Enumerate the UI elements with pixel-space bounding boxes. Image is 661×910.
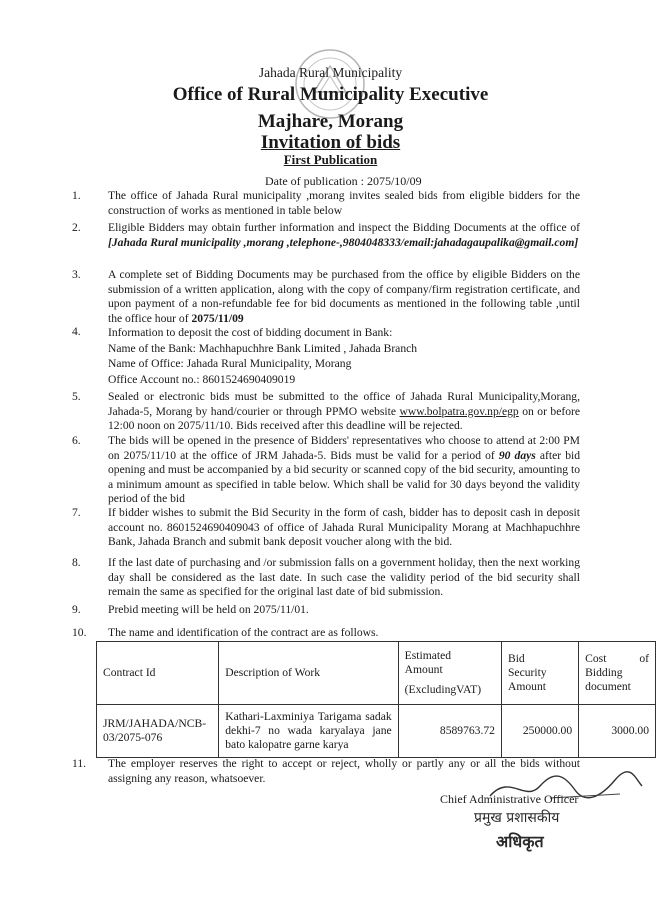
publication-label: First Publication — [283, 152, 378, 167]
header-description: Description of Work — [219, 642, 398, 705]
cell-estimated-amount: 8589763.72 — [398, 705, 501, 758]
cell-contract-id: JRM/JAHADA/NCB-03/2075-076 — [97, 705, 219, 758]
item-number: 11. — [72, 757, 87, 770]
item-number: 5. — [72, 390, 81, 403]
table-row — [97, 705, 656, 758]
item-number: 8. — [72, 556, 81, 569]
item-number: 6. — [72, 434, 81, 447]
document-title: Invitation of bids — [260, 132, 401, 153]
stamp-text: अधिकृत — [496, 832, 544, 851]
item-text: The name and identification of the contract are as follows. — [108, 626, 379, 639]
item-text: Eligible Bidders may obtain further information and inspect the Bidding Documents at the office of [Jahada Rural municipality ,morang ,telephone-,9804048333/email:jahadagaupalika@gmail.com] — [108, 221, 580, 249]
header-contract-id: Contract Id — [97, 642, 219, 705]
office-contact: [Jahada Rural municipality ,morang ,telephone-,9804048333/email:jahadagaupalika@gmail.com] — [108, 235, 579, 249]
cell-description: Kathari-Laxminiya Tarigama sadak dekhi-7 no wada karyalaya jane bato kalopatre garne karya — [219, 705, 398, 758]
item-text: Prebid meeting will be held on 2075/11/01. — [108, 603, 309, 616]
item-number: 9. — [72, 603, 81, 616]
cell-bid-security: 250000.00 — [501, 705, 578, 758]
cell-document-cost: 3000.00 — [579, 705, 656, 758]
ppmo-website-link[interactable]: www.bolpatra.gov.np/egp — [399, 404, 519, 418]
office-location: Majhare, Morang — [257, 111, 404, 132]
item-number: 7. — [72, 506, 81, 519]
stamp-text: प्रमुख प्रशासकीय — [474, 810, 560, 826]
item-text: A complete set of Bidding Documents may be purchased from the office by eligible Bidders on the submission of a written application, along with the copy of company/firm registration certificate, and upon payment of a non-refundable fee for bid documents as mentioned in the following table ,until the office hour of 2075/11/09 — [108, 268, 580, 325]
municipality-name: Jahada Rural Municipality — [258, 65, 403, 80]
signature-block — [440, 782, 640, 882]
item-number: 2. — [72, 221, 81, 234]
publication-date: Date of publication : 2075/10/09 — [265, 174, 422, 188]
item-text: The employer reserves the right to accept or reject, wholly or partly any or all the bids without assigning any reason, whatsoever. — [108, 757, 580, 785]
office-account: Office Account no.: 8601524690409019 — [108, 372, 296, 386]
item-number: 1. — [72, 189, 81, 202]
purchase-deadline: 2075/11/09 — [191, 311, 244, 325]
bank-info — [108, 325, 580, 387]
item-text: If bidder wishes to submit the Bid Security in the form of cash, bidder has to deposit cash in deposit account no. 8601524690409043 of office of Jahada Rural Municipality Morang at Machhapuchhre Bank, Jahada Branch and submit bank deposit voucher along with the bid. — [108, 506, 580, 548]
contract-table — [96, 641, 656, 758]
item-text: The office of Jahada Rural municipality ,morang invites sealed bids from eligible bidders for the construction of works as mentioned in table below — [108, 189, 580, 217]
office-name: Office of Rural Municipality Executive — [172, 84, 489, 105]
office-name-line: Name of Office: Jahada Rural Municipality, Morang — [108, 357, 352, 370]
bank-info-line: Information to deposit the cost of bidding document in Bank: — [108, 326, 393, 339]
table-header-row — [97, 642, 656, 705]
item-number: 3. — [72, 268, 81, 281]
header-estimated-amount: Estimated Amount (ExcludingVAT) — [398, 642, 501, 705]
signatory-title: Chief Administrative Officer — [440, 792, 579, 806]
item-number: 10. — [72, 626, 87, 639]
header-document-cost: Cost of Bidding document — [579, 642, 656, 705]
item-text: If the last date of purchasing and /or submission falls on a government holiday, then the next working day shall be considered as the last date. In such case the validity period of the bid security shall remain the same as specified for the original last date of bid submission. — [108, 556, 580, 598]
item-text: The bids will be opened in the presence of Bidders' representatives who choose to attend at 2:00 PM on 2075/11/10 at the office of JRM Jahada-5. Bids must be valid for a period of 90 days after bid opening and must be accompanied by a bid security or scanned copy of the bid security, amounting to a minimum amount as specified in table below. Which shall be valid for 30 days beyond the validity period of the bid — [108, 434, 581, 505]
item-text: Sealed or electronic bids must be submitted to the office of Jahada Rural Municipality,Morang, Jahada-5, Morang by hand/courier or through PPMO website www.bolpatra.gov.np/egp on or before 12:00 noon on 2075/11/10. Bids received after this deadline will be rejected. — [108, 390, 581, 432]
item-number: 4. — [72, 325, 81, 338]
bank-name: Name of the Bank: Machhapuchhre Bank Limited , Jahada Branch — [108, 341, 418, 355]
bid-validity: 90 days — [498, 448, 536, 462]
header-bid-security: Bid Security Amount — [501, 642, 578, 705]
